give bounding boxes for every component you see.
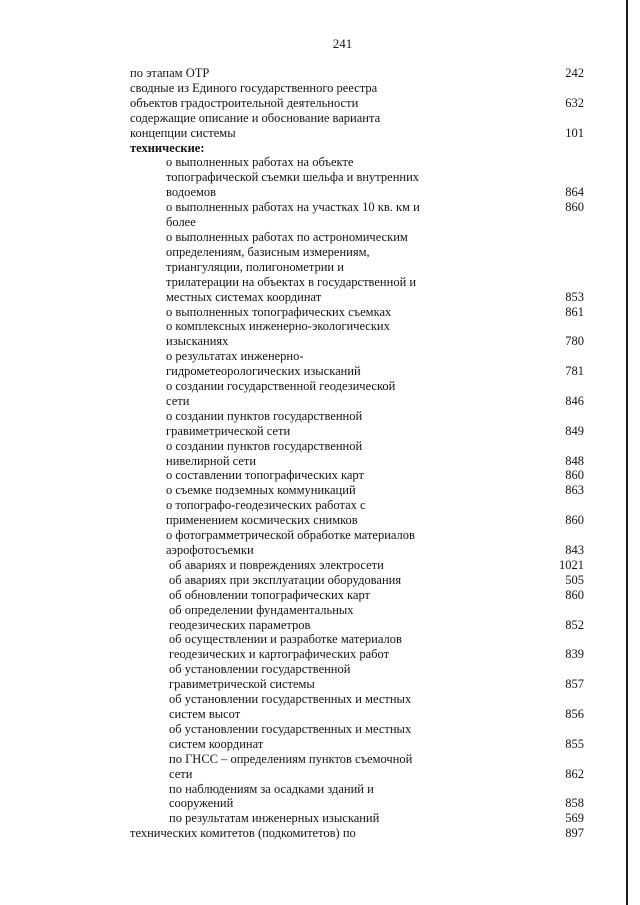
entry-text: об установлении государственных и местных систем высот	[169, 692, 412, 721]
entry-page-number: 1021	[559, 557, 584, 572]
index-entry	[0, 752, 620, 782]
page-number: 241	[332, 36, 353, 51]
entry-page-number: 849	[565, 423, 584, 438]
index-entry	[0, 155, 620, 200]
entry-page-number: 242	[565, 66, 584, 80]
entry-page-number: 856	[565, 706, 584, 721]
entry-page-number: 846	[565, 393, 584, 408]
index-entry	[0, 141, 620, 156]
entry-page-number: 861	[565, 304, 584, 319]
entry-page-number: 862	[565, 766, 584, 781]
entry-text: об определении фундаментальных геодезических параметров	[169, 602, 354, 632]
entry-text: о выполненных работах на объекте топографической съемки шельфа и внутренних водоемов	[166, 155, 420, 200]
entry-text: о результатах инженерно- гидрометеорологических изысканий	[166, 349, 361, 379]
entry-page-number: 855	[565, 736, 584, 751]
entry-page-number: 860	[565, 513, 584, 528]
index-entry	[0, 558, 620, 573]
entry-text: о выполненных топографических съемках	[166, 304, 392, 319]
index-entry	[0, 439, 620, 469]
entry-text: о составлении топографических карт	[166, 468, 364, 483]
entry-page-number: 858	[565, 796, 584, 811]
entry-text: о фотограмметрической обработке материалов аэрофотосъемки	[166, 528, 415, 557]
entry-page-number: 848	[565, 453, 584, 468]
index-entry	[0, 319, 620, 349]
entry-text: сводные из Единого государственного реестра объектов градостроительной деятельности	[130, 80, 378, 110]
entry-text: о комплексных инженерно-экологических изысканиях	[166, 319, 390, 349]
entry-page-number: 857	[565, 677, 584, 692]
index-entry	[0, 349, 620, 379]
index-entry	[0, 573, 620, 588]
entry-text: о выполненных работах по астрономическим определениям, базисным измерениям, триангуляции, полигонометрии и трилатерации на объектах в государственной и местных системах координат	[166, 229, 417, 304]
entry-text: о выполненных работах на участках 10 кв. км и более	[166, 200, 420, 230]
index-entry	[0, 722, 620, 752]
entry-text: об осуществлении и разработке материалов геодезических и картографических работ	[169, 632, 402, 662]
index-entry	[0, 305, 620, 320]
entry-text: по результатам инженерных изысканий	[169, 811, 380, 826]
index-entry	[0, 603, 620, 633]
entry-page-number: 569	[565, 811, 584, 826]
entry-text: о создании государственной геодезической сети	[166, 379, 396, 408]
index-entries	[0, 66, 620, 841]
entry-page-number: 860	[565, 587, 584, 602]
entry-text: о создании пунктов государственной гравиметрической сети	[166, 408, 363, 438]
entry-text: об авариях при эксплуатации оборудования	[169, 572, 402, 587]
index-entry	[0, 409, 620, 439]
entry-text: об авариях и повреждениях электросети	[169, 557, 384, 572]
entry-text: содержащие описание и обоснование варианта концепции системы	[130, 110, 381, 140]
index-entry	[0, 81, 620, 111]
index-entry	[0, 111, 620, 141]
entry-page-number: 632	[565, 95, 584, 110]
entry-text: технические:	[130, 140, 205, 155]
index-entry	[0, 588, 620, 603]
entry-page-number: 860	[565, 468, 584, 483]
entry-text: по наблюдениям за осадками зданий и сооружений	[169, 781, 374, 811]
index-entry	[0, 483, 620, 498]
entry-page-number: 853	[565, 289, 584, 304]
entry-page-number: 843	[565, 543, 584, 557]
index-entry	[0, 811, 620, 826]
entry-text: по этапам ОТР	[130, 66, 210, 80]
index-entry	[0, 632, 620, 662]
entry-text: об обновлении топографических карт	[169, 587, 371, 602]
index-entry	[0, 528, 620, 558]
entry-page-number: 852	[565, 617, 584, 632]
entry-page-number: 780	[565, 334, 584, 349]
entry-page-number: 863	[565, 483, 584, 498]
index-entry	[0, 692, 620, 722]
entry-text: о создании пунктов государственной нивелирной сети	[166, 438, 363, 468]
entry-page-number: 781	[565, 364, 584, 379]
entry-page-number: 860	[565, 200, 584, 215]
entry-page-number: 839	[565, 647, 584, 662]
entry-page-number: 864	[565, 185, 584, 200]
entry-text: по ГНСС – определениям пунктов съемочной сети	[169, 751, 413, 781]
index-entry	[0, 662, 620, 692]
entry-text: об установлении государственной гравиметрической системы	[169, 662, 351, 692]
index-entry	[0, 200, 620, 230]
entry-page-number: 101	[565, 125, 584, 140]
index-entry	[0, 230, 620, 305]
entry-text: о съемке подземных коммуникаций	[166, 483, 356, 498]
entry-page-number: 505	[565, 572, 584, 587]
index-entry	[0, 782, 620, 812]
index-entry	[0, 379, 620, 409]
entry-text: об установлении государственных и местных систем координат	[169, 721, 412, 751]
index-entry	[0, 826, 620, 841]
entry-page-number: 897	[565, 826, 584, 841]
index-entry	[0, 468, 620, 483]
index-entry	[0, 498, 620, 528]
page-edge	[626, 0, 628, 905]
entry-text: технических комитетов (подкомитетов) по	[130, 826, 356, 841]
index-entry	[0, 66, 620, 81]
entry-text: о топографо-геодезических работах с применением космических снимков	[166, 498, 366, 528]
